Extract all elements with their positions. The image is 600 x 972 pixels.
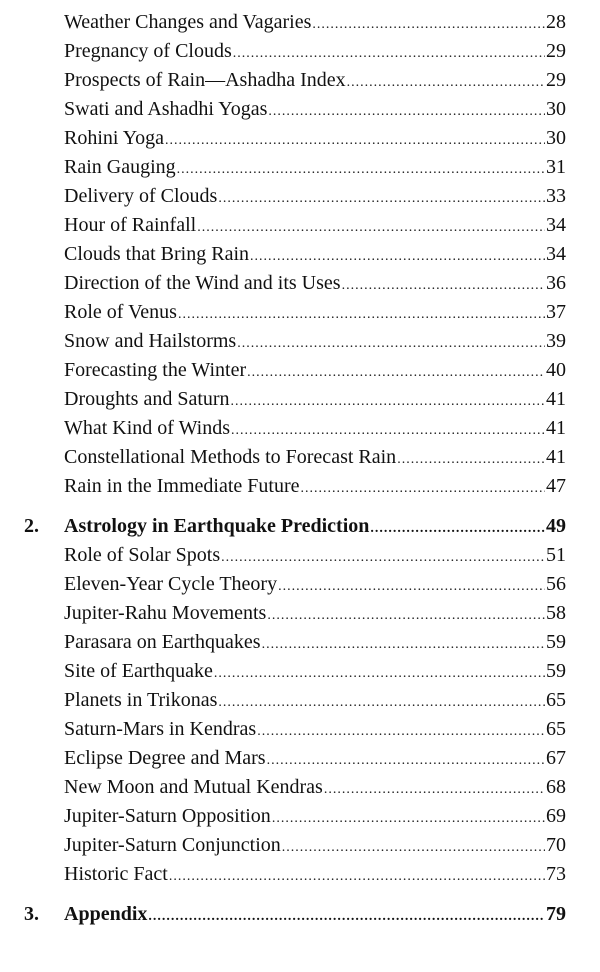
leader-dots: [237, 329, 545, 358]
toc-entry-page: 30: [546, 127, 566, 149]
toc-entry-page: 36: [546, 272, 566, 294]
leader-dots: [169, 862, 545, 891]
toc-entry[interactable]: [0, 240, 600, 269]
toc-entry-title: Historic Fact: [64, 863, 168, 885]
leader-dots: [262, 630, 545, 659]
toc-entry-page: 28: [546, 11, 566, 33]
toc-chapter-3[interactable]: [0, 900, 600, 929]
toc-entry-page: 56: [546, 573, 566, 595]
toc-entry-title: Rain Gauging: [64, 156, 176, 178]
toc-entry[interactable]: [0, 472, 600, 501]
toc-entry[interactable]: [0, 802, 600, 831]
toc-entry-title: Direction of the Wind and its Uses: [64, 272, 341, 294]
toc-entry[interactable]: [0, 66, 600, 95]
toc-entry-title: Rohini Yoga: [64, 127, 165, 149]
toc-entry[interactable]: [0, 327, 600, 356]
chapter-page: 79: [546, 903, 566, 925]
toc-entry[interactable]: [0, 298, 600, 327]
chapter-title: Astrology in Earthquake Prediction: [64, 515, 370, 537]
toc-entry-title: Snow and Hailstorms: [64, 330, 237, 352]
toc-entry-title: Forecasting the Winter: [64, 359, 247, 381]
toc-entry-page: 65: [546, 689, 566, 711]
toc-entry[interactable]: [0, 269, 600, 298]
toc-entry-page: 59: [546, 631, 566, 653]
toc-entry-title: Pregnancy of Clouds: [64, 40, 232, 62]
toc-entry-title: Eleven-Year Cycle Theory: [64, 573, 278, 595]
toc-entry-title: Constellational Methods to Forecast Rain: [64, 446, 397, 468]
leader-dots: [267, 601, 545, 630]
toc-entry[interactable]: [0, 124, 600, 153]
toc-entry-page: 41: [546, 417, 566, 439]
leader-dots: [218, 184, 545, 213]
toc-entry[interactable]: [0, 715, 600, 744]
chapter-number: 3.: [24, 903, 39, 925]
toc-entry-page: 34: [546, 214, 566, 236]
leader-dots: [282, 833, 545, 862]
leader-dots: [278, 572, 545, 601]
leader-dots: [197, 213, 545, 242]
toc-entry[interactable]: [0, 95, 600, 124]
toc-entry-page: 39: [546, 330, 566, 352]
leader-dots: [148, 902, 545, 931]
leader-dots: [231, 416, 545, 445]
toc-entry-page: 47: [546, 475, 566, 497]
toc-entry-page: 41: [546, 388, 566, 410]
toc-entry-title: Rain in the Immediate Future: [64, 475, 300, 497]
toc-entry-page: 29: [546, 69, 566, 91]
toc-entry-page: 40: [546, 359, 566, 381]
toc-entry-page: 30: [546, 98, 566, 120]
toc-entry[interactable]: [0, 37, 600, 66]
leader-dots: [247, 358, 545, 387]
toc-entry-page: 34: [546, 243, 566, 265]
toc-entry[interactable]: [0, 686, 600, 715]
toc-entry[interactable]: [0, 628, 600, 657]
leader-dots: [397, 445, 545, 474]
toc-entry-title: Saturn-Mars in Kendras: [64, 718, 257, 740]
toc-entry-page: 58: [546, 602, 566, 624]
leader-dots: [301, 474, 546, 503]
toc-entry[interactable]: [0, 211, 600, 240]
leader-dots: [324, 775, 545, 804]
toc-entry-page: 70: [546, 834, 566, 856]
leader-dots: [177, 155, 545, 184]
toc-entry[interactable]: [0, 744, 600, 773]
leader-dots: [342, 271, 545, 300]
toc-entry-title: Eclipse Degree and Mars: [64, 747, 266, 769]
toc-entry-title: Planets in Trikonas: [64, 689, 218, 711]
toc-entry-page: 31: [546, 156, 566, 178]
leader-dots: [178, 300, 545, 329]
toc-entry-title: Weather Changes and Vagaries: [64, 11, 312, 33]
toc-entry[interactable]: [0, 356, 600, 385]
toc-entry[interactable]: [0, 8, 600, 37]
leader-dots: [347, 68, 545, 97]
toc-entry-title: Prospects of Rain—Ashadha Index: [64, 69, 346, 91]
toc-entry-page: 41: [546, 446, 566, 468]
toc-entry-title: New Moon and Mutual Kendras: [64, 776, 323, 798]
toc-entry[interactable]: [0, 831, 600, 860]
toc-entry-title: Role of Solar Spots: [64, 544, 221, 566]
leader-dots: [233, 39, 545, 68]
toc-entry-page: 68: [546, 776, 566, 798]
toc-entry-page: 65: [546, 718, 566, 740]
toc-entry-title: Droughts and Saturn: [64, 388, 230, 410]
toc-entry[interactable]: [0, 414, 600, 443]
toc-entry[interactable]: [0, 657, 600, 686]
toc-entry-page: 37: [546, 301, 566, 323]
leader-dots: [257, 717, 545, 746]
toc-entry-title: Jupiter-Saturn Conjunction: [64, 834, 281, 856]
leader-dots: [268, 97, 545, 126]
toc-entry[interactable]: [0, 443, 600, 472]
toc-entry-title: Hour of Rainfall: [64, 214, 197, 236]
leader-dots: [231, 387, 545, 416]
leader-dots: [267, 746, 545, 775]
chapter-page: 49: [546, 515, 566, 537]
toc-entry-page: 73: [546, 863, 566, 885]
toc-entry[interactable]: [0, 385, 600, 414]
toc-chapter-2[interactable]: [0, 512, 600, 541]
leader-dots: [272, 804, 545, 833]
leader-dots: [221, 543, 545, 572]
toc-entry[interactable]: [0, 570, 600, 599]
toc-entry-page: 51: [546, 544, 566, 566]
leader-dots: [250, 242, 545, 271]
leader-dots: [370, 514, 545, 543]
toc-entry[interactable]: [0, 182, 600, 211]
leader-dots: [312, 10, 545, 39]
leader-dots: [165, 126, 545, 155]
chapter-number: 2.: [24, 515, 39, 537]
toc-entry-title: Clouds that Bring Rain: [64, 243, 249, 265]
toc-entry-title: Role of Venus: [64, 301, 177, 323]
toc-entry-title: Jupiter-Rahu Movements: [64, 602, 267, 624]
toc-entry-title: Delivery of Clouds: [64, 185, 218, 207]
chapter-title: Appendix: [64, 903, 148, 925]
toc-entry[interactable]: [0, 153, 600, 182]
toc-entry-title: What Kind of Winds: [64, 417, 231, 439]
toc-entry[interactable]: [0, 773, 600, 802]
toc-entry-title: Jupiter-Saturn Opposition: [64, 805, 271, 827]
toc-entry[interactable]: [0, 860, 600, 889]
toc-entry-title: Swati and Ashadhi Yogas: [64, 98, 268, 120]
toc-entry-page: 59: [546, 660, 566, 682]
toc-entry-page: 67: [546, 747, 566, 769]
toc-entry-title: Parasara on Earthquakes: [64, 631, 261, 653]
toc-entry-title: Site of Earthquake: [64, 660, 213, 682]
leader-dots: [218, 688, 545, 717]
toc-entry[interactable]: [0, 599, 600, 628]
table-of-contents: [0, 8, 600, 929]
toc-entry-page: 33: [546, 185, 566, 207]
leader-dots: [214, 659, 545, 688]
toc-entry-page: 69: [546, 805, 566, 827]
toc-entry[interactable]: [0, 541, 600, 570]
toc-entry-page: 29: [546, 40, 566, 62]
